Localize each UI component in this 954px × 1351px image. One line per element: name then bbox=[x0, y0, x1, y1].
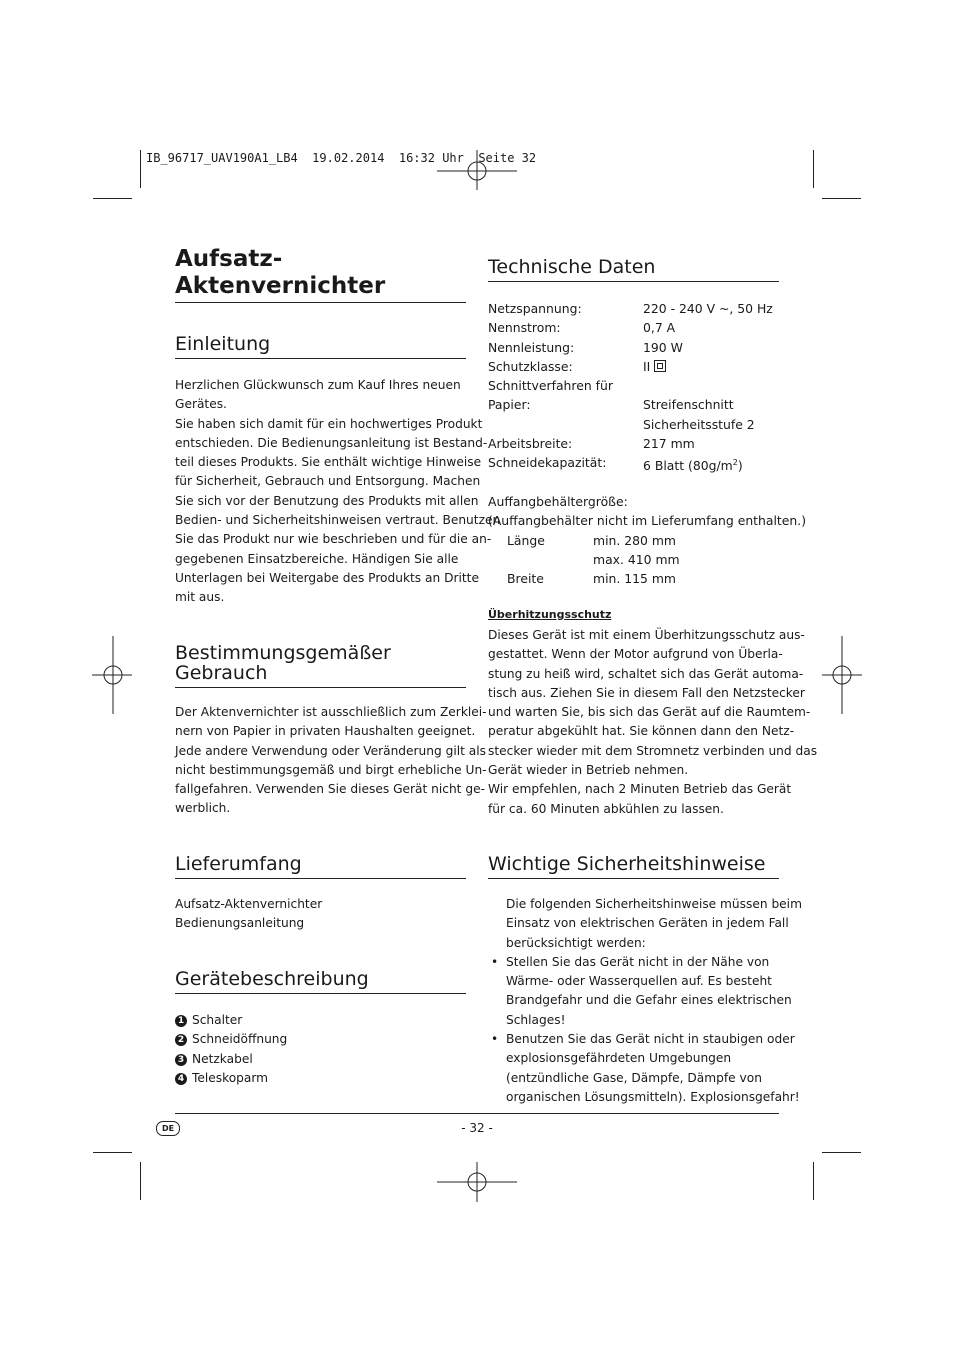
print-slug: IB_96717_UAV190A1_LB4 19.02.2014 16:32 Uhr Seite 32 bbox=[146, 151, 537, 165]
number-badge-icon: 1 bbox=[175, 1015, 187, 1027]
list-item: • Stellen Sie das Gerät nicht in der Nähe von bbox=[506, 953, 779, 972]
registration-mark-left bbox=[92, 636, 132, 714]
list-item: 4 Teleskoparm bbox=[175, 1069, 466, 1088]
gebrauch-heading: Bestimmungsgemäßer Gebrauch bbox=[175, 643, 466, 688]
sicherheit-text: Die folgenden Sicherheitshinweise müssen beim Einsatz von elektrischen Geräten in jedem Fall berücksichtigt werden: • Stellen Sie das Gerät nicht in der Nähe von Wärme- oder Wasserquellen auf. Es besteht Brandgefahr und die Gefahr eines elektrischen Schlages! • Benutzen Sie das Gerät nicht in staubigen oder explosionsgefährdeten Umgebungen (entzündliche Gase, Dämpfe, Dämpfe von organischen Lösungsmitteln). Explosionsgefahr! bbox=[491, 897, 802, 1104]
ueberhitzung-text: Dieses Gerät ist mit einem Überhitzungsschutz aus- gestattet. Wenn der Motor aufgrund von Überla- stung zu heiß wird, schaltet sich das Gerät automa- tisch aus. Ziehen Sie in diesem Fall den Netzstecker und warten Sie, bis sich das Gerät auf die Raumtem- peratur abgekühlt hat. Sie können dann den Netz- stecker wieder mit dem Stromnetz verbinden und das Gerät wieder in Betrieb nehmen. Wir empfehlen, nach 2 Minuten Betrieb das Gerät für ca. 60 Minuten abkühlen zu lassen. bbox=[488, 628, 818, 816]
einleitung-heading: Einleitung bbox=[175, 334, 466, 359]
geraet-list bbox=[175, 1011, 466, 1088]
registration-mark-top bbox=[437, 150, 517, 190]
list-item: 3 Netzkabel bbox=[175, 1050, 466, 1069]
protection-class-icon bbox=[654, 360, 666, 372]
list-item: Bedienungsanleitung bbox=[175, 916, 305, 931]
footer-rule bbox=[175, 1113, 779, 1114]
einleitung-text: Herzlichen Glückwunsch zum Kauf Ihres neuen Gerätes. Sie haben sich damit für ein hochwertiges Produkt entschieden. Die Bedienungsanleitung ist Bestand- teil dieses Produkts. Sie enthält wichtige Hinweise für Sicherheit, Gebrauch und Entsorgung. Machen Sie sich vor der Benutzung des Produkts mit allen Bedien- und Sicherheitshinweisen vertraut. Benutzen Sie das Produkt nur wie beschrieben und für die an- gegebenen Einsatzbereiche. Händigen Sie alle Unterlagen bei Weitergabe des Produkts an Dritte mit aus. bbox=[175, 378, 501, 605]
lieferumfang-list bbox=[175, 895, 466, 934]
registration-mark-right bbox=[822, 636, 862, 714]
list-item: 1 Schalter bbox=[175, 1011, 466, 1030]
geraet-heading: Gerätebeschreibung bbox=[175, 969, 466, 994]
list-item: • Benutzen Sie das Gerät nicht in staubigen oder bbox=[506, 1030, 779, 1049]
list-item: 2 Schneidöffnung bbox=[175, 1030, 466, 1049]
bullet-icon: • bbox=[491, 954, 499, 969]
technische-daten-table: Netzspannung: 220 - 240 V ~, 50 Hz Nennstrom: 0,7 A Nennleistung: 190 W Schutzklasse: II Schnittverfahren für Papier: Streifenschnitt Sicherheitsstufe 2 Arbeitsbreite: 217 mm Schneidekapazität: 6 Blatt $(80g/m^2)$ Auffangbehältergröße: (Auffangbehälter nicht im Lieferumfang enthalten.) Länge min. 280 mm max. 410 mm Breite min. 115 mm bbox=[488, 301, 807, 587]
number-badge-icon: 3 bbox=[175, 1054, 187, 1066]
gebrauch-text: Der Aktenvernichter ist ausschließlich zum Zerklei- nern von Papier in privaten Haushalten geeignet. Jede andere Verwendung oder Veränderung gilt als nicht bestimmungsgemäß und birgt erhebliche Un- fallgefahren. Verwenden Sie dieses Gerät nicht ge- werblich. bbox=[175, 705, 487, 816]
bullet-icon: • bbox=[491, 1032, 499, 1047]
technische-heading: Technische Daten bbox=[488, 257, 779, 282]
page-title: Aufsatz- Aktenvernichter bbox=[175, 246, 466, 303]
number-badge-icon: 4 bbox=[175, 1073, 187, 1085]
sicherheit-heading: Wichtige Sicherheitshinweise bbox=[488, 854, 779, 879]
language-badge: DE bbox=[156, 1121, 180, 1136]
page-number: - 32 - bbox=[461, 1121, 493, 1135]
ueberhitzung-heading: Überhitzungsschutz bbox=[488, 608, 612, 621]
registration-mark-bottom bbox=[437, 1162, 517, 1202]
number-badge-icon: 2 bbox=[175, 1034, 187, 1046]
list-item: Aufsatz-Aktenvernichter bbox=[175, 897, 323, 911]
lieferumfang-heading: Lieferumfang bbox=[175, 854, 466, 879]
